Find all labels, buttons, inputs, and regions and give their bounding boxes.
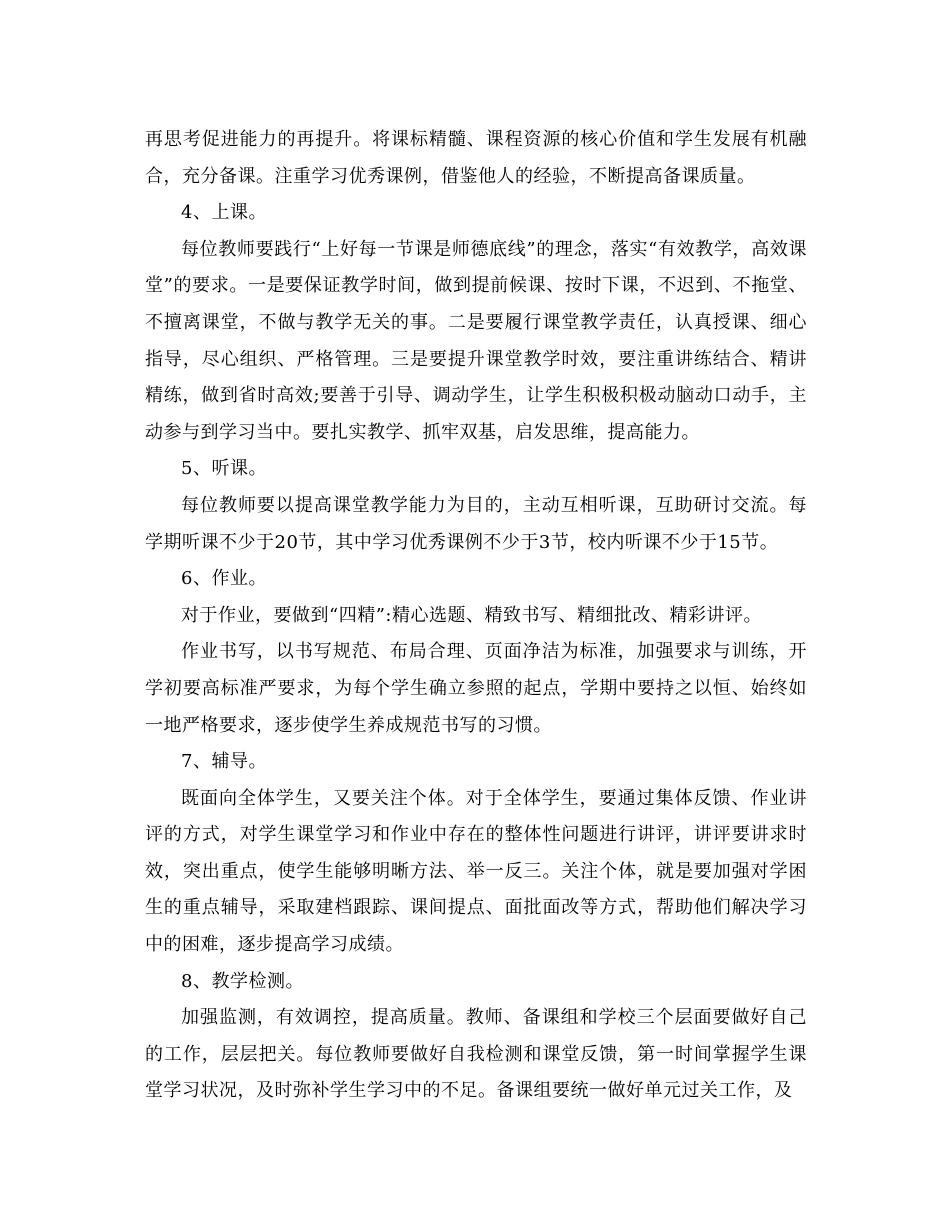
section-heading-observation: 5、听课。 (181, 458, 267, 480)
paragraph-tutoring: 既面向全体学生，又要关注个体。对于全体学生，要通过集体反馈、作业讲评的方式，对学生课堂学习和作业中存在的整体性问题进行讲评，讲评要讲求时效，突出重点，使学生能够明晰方法、举一反三。关注个体，就是要加强对学困生的重点辅导，采取建档跟踪、课间提点、面批面改等方式，帮助他们解决学习中的困难，逐步提高学习成绩。 (145, 787, 807, 956)
paragraph-homework-principles: 对于作业，要做到“四精”:精心选题、精致书写、精细批改、精彩讲评。 (181, 604, 762, 626)
paragraph-observation: 每位教师要以提高课堂教学能力为目的，主动互相听课，互助研讨交流。每学期听课不少于20节，其中学习优秀课例不少于3节，校内听课不少于15节。 (145, 494, 807, 553)
section-heading-class: 4、上课。 (181, 202, 267, 224)
section-heading-homework: 6、作业。 (181, 568, 267, 590)
paragraph-assessment: 加强监测，有效调控，提高质量。教师、备课组和学校三个层面要做好自己的工作，层层把关。每位教师要做好自我检测和课堂反馈，第一时间掌握学生课堂学习状况，及时弥补学生学习中的不足。备课组要统一做好单元过关工作，及 (145, 1007, 807, 1102)
section-heading-assessment: 8、教学检测。 (181, 970, 304, 992)
section-heading-tutoring: 7、辅导。 (181, 751, 267, 773)
paragraph-homework-writing: 作业书写，以书写规范、布局合理、页面净洁为标准，加强要求与训练，开学初要高标准严要求，为每个学生确立参照的起点，学期中要持之以恒、始终如一地严格要求，逐步使学生养成规范书写的习惯。 (145, 641, 807, 736)
paragraph-continued: 再思考促进能力的再提升。将课标精髓、课程资源的核心价值和学生发展有机融合，充分备课。注重学习优秀课例，借鉴他人的经验，不断提高备课质量。 (145, 129, 807, 187)
paragraph-class: 每位教师要践行“上好每一节课是师德底线”的理念，落实“有效教学，高效课堂”的要求。一是要保证教学时间，做到提前候课、按时下课，不迟到、不拖堂、不擅离课堂，不做与教学无关的事。二是要履行课堂教学责任，认真授课、细心指导，尽心组织、严格管理。三是要提升课堂教学时效，要注重讲练结合、精讲精练，做到省时高效;要善于引导、调动学生，让学生积极积极动脑动口动手，主动参与到学习当中。要扎实教学、抓牢双基，启发思维，提高能力。 (145, 238, 807, 443)
document-page (145, 122, 807, 1110)
